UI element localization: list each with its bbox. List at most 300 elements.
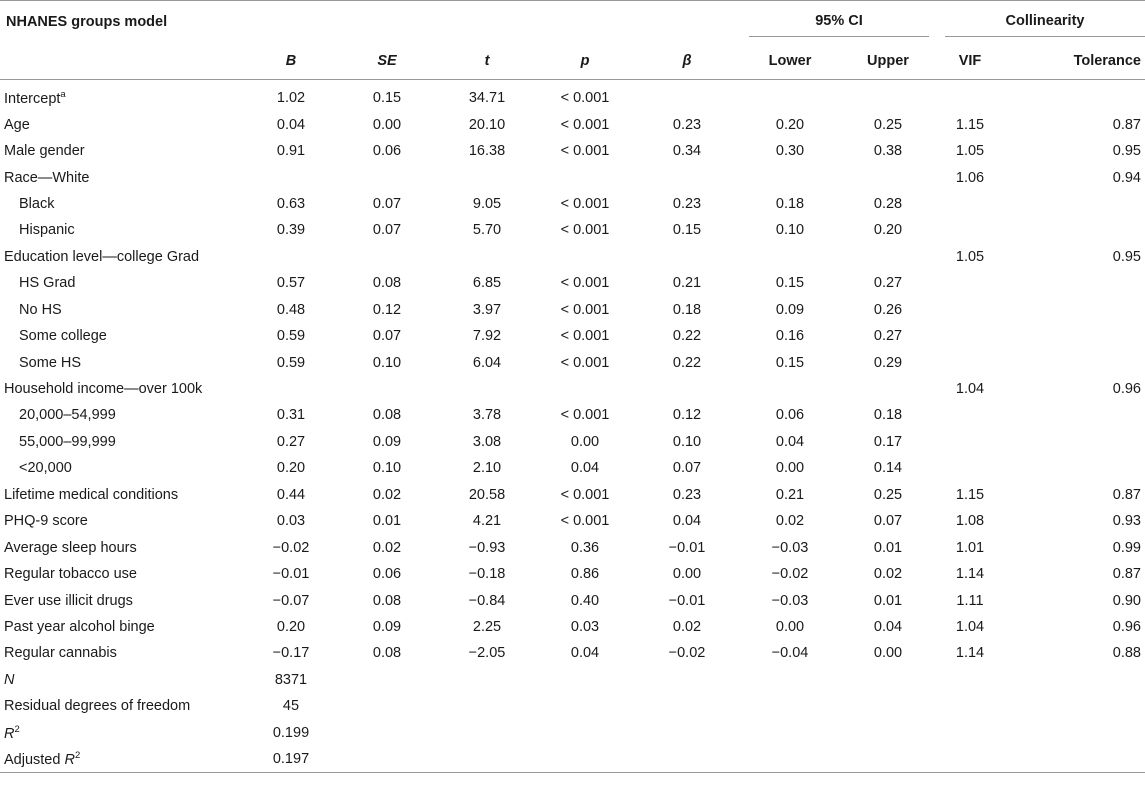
cell-tolerance: 0.90: [1112, 592, 1141, 609]
cell-tolerance: [1003, 746, 1145, 773]
table-row: [0, 429, 1145, 455]
cell-p: < 0.001: [560, 301, 610, 318]
row-label-text: Intercept: [4, 91, 61, 108]
table-row: [0, 587, 1145, 613]
cell-t: −2.05: [468, 645, 506, 662]
cell-b: 0.59: [276, 354, 306, 371]
cell-se: 0.06: [372, 143, 402, 160]
row-label-text: Male gender: [4, 143, 85, 160]
table-row: [0, 534, 1145, 560]
cell-tolerance: 0.93: [1112, 513, 1141, 530]
cell-upper: 0.07: [873, 513, 903, 530]
cell-vif: [937, 217, 1003, 243]
cell-lower: 0.06: [775, 407, 805, 424]
row-label: [0, 746, 245, 773]
cell-se: 0.08: [372, 645, 402, 662]
row-label: [0, 455, 245, 481]
col-header-vif: VIF: [937, 43, 1003, 80]
table-row: [0, 376, 1145, 402]
cell-lower: [741, 80, 839, 112]
row-label-text: Ever use illicit drugs: [4, 592, 133, 609]
col-header-beta: β: [633, 43, 741, 80]
row-label: [0, 349, 245, 375]
cell-lower: 0.15: [775, 275, 805, 292]
table-row: [0, 455, 1145, 481]
cell-lower: 0.10: [775, 222, 805, 239]
table-row: [0, 720, 1145, 746]
cell-t: 2.10: [472, 460, 502, 477]
cell-se: 0.07: [372, 195, 402, 212]
cell-se: 0.09: [372, 433, 402, 450]
cell-se: 0.12: [372, 301, 402, 318]
table-row: [0, 693, 1145, 719]
cell-b: 1.02: [276, 90, 306, 107]
cell-p: < 0.001: [560, 116, 610, 133]
row-label-text: Race—White: [4, 169, 90, 186]
collinearity-group-header: Collinearity: [945, 8, 1145, 37]
cell-b: 0.03: [276, 513, 306, 530]
cell-lower: [741, 720, 839, 746]
cell-lower: −0.04: [771, 645, 809, 662]
row-label: [0, 270, 245, 296]
cell-beta: 0.21: [672, 275, 702, 292]
cell-beta: 0.23: [672, 116, 702, 133]
cell-b: 0.197: [245, 746, 337, 773]
cell-tolerance: [1003, 297, 1145, 323]
cell-t: 7.92: [472, 328, 502, 345]
cell-lower: 0.16: [775, 328, 805, 345]
cell-b: 45: [282, 698, 300, 715]
cell-vif: [937, 746, 1003, 773]
cell-lower: [741, 376, 839, 402]
table-row: [0, 640, 1145, 666]
table-row: [0, 164, 1145, 190]
cell-p: < 0.001: [560, 513, 610, 530]
cell-b: 0.91: [276, 143, 306, 160]
table-row: [0, 508, 1145, 534]
cell-b: −0.02: [272, 539, 310, 556]
cell-t: −0.93: [468, 539, 506, 556]
table-row: [0, 244, 1145, 270]
cell-b: −0.07: [272, 592, 310, 609]
row-label-text: Household income—over 100k: [4, 381, 203, 398]
table-title: NHANES groups model: [0, 1, 245, 44]
cell-beta: 0.04: [672, 513, 702, 530]
cell-p: 0.00: [570, 433, 600, 450]
table-row: [0, 191, 1145, 217]
cell-tolerance: [1003, 429, 1145, 455]
cell-se: 0.07: [372, 222, 402, 239]
table-body: [0, 80, 1145, 773]
cell-upper: 0.29: [873, 354, 903, 371]
cell-vif: [937, 270, 1003, 296]
cell-vif: [937, 349, 1003, 375]
cell-t: [437, 720, 537, 746]
cell-tolerance: [1003, 402, 1145, 428]
cell-vif: 1.05: [955, 143, 985, 160]
cell-b: [245, 244, 337, 270]
cell-tolerance: [1003, 80, 1145, 112]
cell-p: [537, 693, 633, 719]
cell-beta: [633, 164, 741, 190]
cell-lower: 0.20: [775, 116, 805, 133]
cell-p: < 0.001: [560, 486, 610, 503]
row-label: [0, 429, 245, 455]
cell-tolerance: 0.95: [1112, 143, 1141, 160]
cell-se: [337, 667, 437, 693]
row-label: [0, 376, 245, 402]
col-header-upper: Upper: [839, 43, 937, 80]
cell-upper: 0.25: [873, 486, 903, 503]
table-row: [0, 217, 1145, 243]
row-label-superscript: 2: [14, 723, 20, 735]
row-label: [0, 191, 245, 217]
cell-lower: 0.15: [775, 354, 805, 371]
cell-beta: −0.01: [668, 539, 706, 556]
cell-vif: [937, 455, 1003, 481]
row-label-text: 55,000–99,999: [19, 433, 116, 450]
cell-vif: 1.14: [955, 566, 985, 583]
cell-vif: [937, 429, 1003, 455]
cell-upper: 0.14: [873, 460, 903, 477]
cell-tolerance: [1003, 191, 1145, 217]
row-label-superscript: a: [60, 89, 66, 101]
cell-p: < 0.001: [560, 195, 610, 212]
cell-upper: 0.01: [873, 539, 903, 556]
cell-t: 20.58: [468, 486, 506, 503]
row-label-text: R: [4, 725, 15, 742]
row-label-text: HS Grad: [19, 275, 76, 292]
cell-upper: 0.02: [873, 566, 903, 583]
cell-p: [537, 376, 633, 402]
cell-beta: 0.02: [672, 618, 702, 635]
cell-se: 0.00: [372, 116, 402, 133]
row-label-text: 20,000–54,999: [19, 407, 116, 424]
cell-b: 0.63: [276, 195, 306, 212]
col-header-tolerance: Tolerance: [1003, 43, 1145, 80]
header-row-1: [0, 1, 1145, 44]
cell-lower: −0.03: [771, 539, 809, 556]
row-label: [0, 323, 245, 349]
cell-tolerance: 0.87: [1112, 486, 1141, 503]
row-label-text: Past year alcohol binge: [4, 618, 155, 635]
cell-vif: 1.06: [955, 169, 985, 186]
table-row: [0, 270, 1145, 296]
cell-t: −0.18: [468, 566, 506, 583]
cell-lower: [741, 164, 839, 190]
cell-se: [337, 746, 437, 773]
cell-vif: 1.11: [956, 592, 984, 609]
table-row: [0, 614, 1145, 640]
col-header-b: B: [245, 43, 337, 80]
cell-t: [437, 667, 537, 693]
cell-beta: 0.22: [672, 354, 702, 371]
cell-p: < 0.001: [560, 222, 610, 239]
cell-lower: [741, 667, 839, 693]
table-row: [0, 111, 1145, 137]
cell-beta: 0.12: [672, 407, 702, 424]
cell-upper: 0.01: [873, 592, 903, 609]
cell-vif: 1.01: [955, 539, 985, 556]
cell-beta: 0.00: [672, 566, 702, 583]
row-label-text: Some HS: [19, 354, 82, 371]
cell-beta: −0.02: [668, 645, 706, 662]
row-label-text: Black: [19, 195, 55, 212]
cell-t: [437, 693, 537, 719]
row-label-text: PHQ-9 score: [4, 513, 88, 530]
cell-lower: 0.18: [775, 195, 805, 212]
col-header-se: SE: [337, 43, 437, 80]
cell-beta: [633, 80, 741, 112]
cell-vif: 1.08: [955, 513, 985, 530]
cell-t: 2.25: [472, 618, 502, 635]
cell-se: [337, 244, 437, 270]
cell-b: 0.44: [276, 486, 306, 503]
cell-b: [245, 376, 337, 402]
cell-beta: 0.15: [672, 222, 702, 239]
cell-b: [245, 164, 337, 190]
ci-group-header: 95% CI: [749, 8, 929, 37]
row-label-text: <20,000: [19, 460, 72, 477]
cell-upper: 0.20: [873, 222, 903, 239]
cell-upper: [839, 667, 937, 693]
cell-tolerance: [1003, 667, 1145, 693]
cell-se: [337, 720, 437, 746]
row-label: [0, 138, 245, 164]
cell-se: 0.08: [372, 407, 402, 424]
row-label-text: Age: [4, 116, 30, 133]
cell-tolerance: 0.96: [1112, 381, 1141, 398]
cell-vif: [937, 323, 1003, 349]
cell-b: 0.04: [276, 116, 306, 133]
row-label-superscript: 2: [74, 750, 81, 762]
cell-b: −0.17: [272, 645, 310, 662]
table-row: [0, 561, 1145, 587]
cell-lower: 0.30: [775, 143, 805, 160]
cell-t: [437, 244, 537, 270]
cell-beta: 0.23: [672, 486, 702, 503]
cell-upper: 0.04: [873, 618, 903, 635]
header-row-2: [0, 43, 1145, 80]
cell-beta: 0.34: [672, 143, 702, 160]
cell-tolerance: 0.87: [1112, 566, 1141, 583]
cell-beta: 0.23: [672, 195, 702, 212]
cell-t: −0.84: [468, 592, 506, 609]
cell-se: 0.02: [372, 486, 402, 503]
cell-b: 0.31: [276, 407, 306, 424]
cell-t: 3.97: [472, 301, 502, 318]
cell-tolerance: [1003, 720, 1145, 746]
row-label-text: No HS: [19, 301, 62, 318]
table-row: [0, 746, 1145, 773]
cell-t: 6.85: [472, 275, 502, 292]
cell-upper: [839, 746, 937, 773]
cell-beta: [633, 693, 741, 719]
row-label: [0, 297, 245, 323]
cell-b: 0.27: [276, 433, 306, 450]
cell-beta: [633, 376, 741, 402]
table-row: [0, 402, 1145, 428]
cell-t: [437, 164, 537, 190]
cell-beta: 0.07: [672, 460, 702, 477]
cell-t: 3.08: [472, 433, 502, 450]
table-row: [0, 297, 1145, 323]
cell-se: 0.07: [372, 328, 402, 345]
row-label: [0, 720, 245, 746]
cell-tolerance: [1003, 349, 1145, 375]
cell-tolerance: 0.88: [1112, 645, 1141, 662]
cell-upper: 0.17: [873, 433, 903, 450]
cell-lower: 0.21: [775, 486, 805, 503]
row-label: [0, 111, 245, 137]
cell-beta: −0.01: [668, 592, 706, 609]
cell-t: 4.21: [472, 513, 502, 530]
cell-p: < 0.001: [560, 354, 610, 371]
row-label: [0, 508, 245, 534]
cell-upper: 0.27: [873, 328, 903, 345]
cell-vif: [937, 720, 1003, 746]
cell-lower: −0.02: [771, 566, 809, 583]
row-label-text: Regular tobacco use: [4, 566, 137, 583]
row-label-text: Education level—college Grad: [4, 248, 200, 265]
cell-tolerance: 0.95: [1112, 248, 1141, 265]
col-header-t: t: [437, 43, 537, 80]
cell-se: 0.06: [372, 566, 402, 583]
cell-p: [537, 746, 633, 773]
cell-upper: 0.28: [873, 195, 903, 212]
cell-tolerance: [1003, 323, 1145, 349]
cell-se: 0.08: [372, 275, 402, 292]
row-label: [0, 614, 245, 640]
col-header-lower: Lower: [741, 43, 839, 80]
cell-beta: [633, 746, 741, 773]
cell-beta: [633, 720, 741, 746]
cell-upper: [839, 164, 937, 190]
cell-p: < 0.001: [560, 143, 610, 160]
cell-lower: 0.04: [775, 433, 805, 450]
cell-b: 0.199: [272, 724, 310, 741]
table-row: [0, 349, 1145, 375]
cell-p: 0.04: [570, 460, 600, 477]
cell-upper: 0.26: [873, 301, 903, 318]
row-label: [0, 587, 245, 613]
table-row: [0, 138, 1145, 164]
cell-p: [537, 667, 633, 693]
collinearity-group-cell: [937, 1, 1145, 44]
cell-se: 0.10: [372, 460, 402, 477]
cell-se: 0.08: [372, 592, 402, 609]
cell-p: < 0.001: [560, 328, 610, 345]
cell-p: < 0.001: [560, 90, 610, 107]
row-label-italic: R: [64, 752, 75, 769]
cell-lower: 0.02: [775, 513, 805, 530]
cell-t: [437, 376, 537, 402]
cell-t: 9.05: [472, 195, 502, 212]
cell-se: 0.01: [372, 513, 402, 530]
cell-p: 0.04: [570, 645, 600, 662]
cell-tolerance: 0.94: [1112, 169, 1141, 186]
cell-upper: [839, 80, 937, 112]
row-label: [0, 164, 245, 190]
row-label: [0, 640, 245, 666]
cell-se: [337, 376, 437, 402]
cell-beta: 0.18: [672, 301, 702, 318]
cell-tolerance: 0.87: [1112, 116, 1141, 133]
cell-tolerance: 0.99: [1112, 539, 1141, 556]
cell-tolerance: [1003, 693, 1145, 719]
cell-p: 0.36: [570, 539, 600, 556]
cell-p: 0.03: [570, 618, 600, 635]
row-label-text: Regular cannabis: [4, 645, 117, 662]
cell-p: 0.86: [570, 566, 600, 583]
cell-upper: [839, 376, 937, 402]
row-label: [0, 534, 245, 560]
cell-vif: 1.14: [955, 645, 985, 662]
cell-vif: [937, 402, 1003, 428]
cell-t: [437, 746, 537, 773]
cell-b: −0.01: [272, 566, 310, 583]
cell-lower: [741, 693, 839, 719]
cell-b: 0.48: [276, 301, 306, 318]
cell-lower: 0.09: [775, 301, 805, 318]
row-label: [0, 482, 245, 508]
cell-b: 0.57: [276, 275, 306, 292]
cell-p: < 0.001: [560, 275, 610, 292]
cell-b: 0.20: [276, 618, 306, 635]
row-label-text: Some college: [19, 328, 107, 345]
table-row: [0, 667, 1145, 693]
cell-se: 0.02: [372, 539, 402, 556]
cell-vif: 1.15: [955, 486, 985, 503]
cell-t: 3.78: [472, 407, 502, 424]
cell-p: [537, 720, 633, 746]
cell-b: 8371: [274, 671, 308, 688]
cell-p: 0.40: [570, 592, 600, 609]
row-label-text: Average sleep hours: [4, 539, 137, 556]
cell-vif: 1.04: [955, 618, 985, 635]
row-label-text: Residual degrees of freedom: [4, 698, 191, 715]
cell-upper: [839, 720, 937, 746]
table-row: [0, 80, 1145, 112]
cell-se: 0.10: [372, 354, 402, 371]
cell-vif: 1.05: [955, 248, 985, 265]
row-label: [0, 80, 245, 112]
cell-vif: 1.15: [955, 116, 985, 133]
cell-lower: −0.03: [771, 592, 809, 609]
cell-upper: 0.27: [873, 275, 903, 292]
cell-p: < 0.001: [560, 407, 610, 424]
cell-vif: [937, 191, 1003, 217]
cell-b: 0.39: [276, 222, 306, 239]
cell-beta: [633, 667, 741, 693]
row-label: [0, 667, 245, 693]
cell-upper: [839, 244, 937, 270]
cell-upper: 0.00: [873, 645, 903, 662]
cell-se: 0.15: [372, 90, 402, 107]
cell-vif: [937, 80, 1003, 112]
cell-upper: [839, 693, 937, 719]
cell-b: 0.59: [276, 328, 306, 345]
cell-vif: [937, 693, 1003, 719]
cell-upper: 0.25: [873, 116, 903, 133]
cell-vif: [937, 297, 1003, 323]
cell-p: [537, 244, 633, 270]
cell-tolerance: [1003, 455, 1145, 481]
cell-beta: 0.22: [672, 328, 702, 345]
cell-tolerance: [1003, 217, 1145, 243]
row-label: [0, 693, 245, 719]
cell-lower: [741, 746, 839, 773]
